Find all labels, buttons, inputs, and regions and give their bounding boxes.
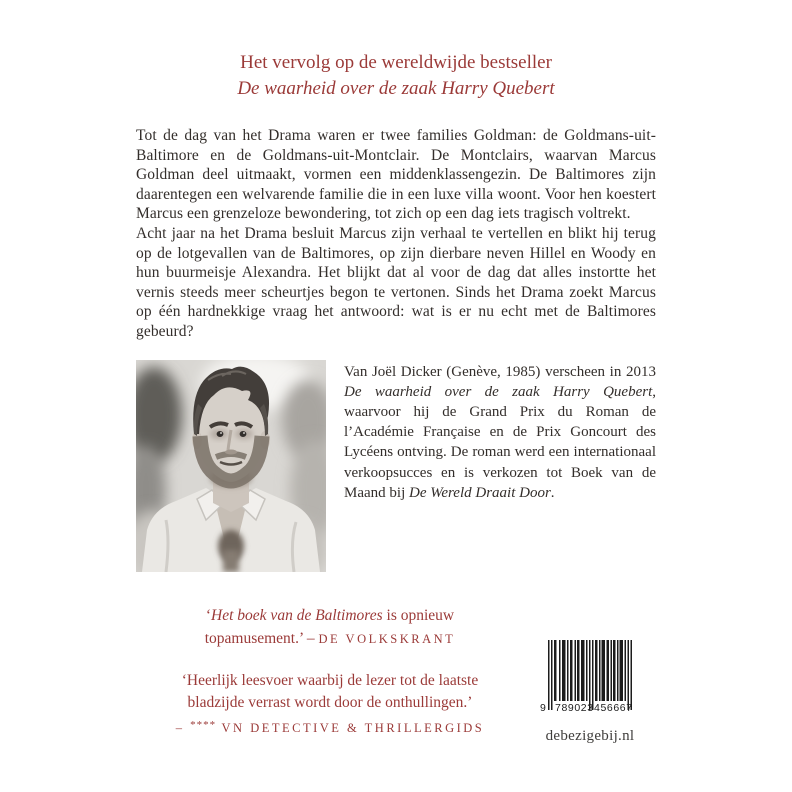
author-portrait-illustration [136,360,326,572]
author-section [136,360,656,572]
publisher-website: debezigebij.nl [545,727,635,744]
star-rating: **** [190,718,217,731]
barcode-image [540,640,640,720]
synopsis-paragraph-2: Acht jaar na het Drama besluit Marcus zijn verhaal te vertellen en blikt hij terug op de lotgevallen van de Baltimores, op zijn dierbare neven Hillel en Woody en hun buurmeisje Alexandra. Het blijkt dat al voor de dag dat alles instortte het vernis steeds meer scheurtjes begon te vertonen. Sinds het Drama zoekt Marcus op één hardnekkige vraag het antwoord: wat is er nu echt met de Baltimores gebeurd? [136,224,656,340]
tagline-block [136,50,656,102]
bio-book-title-1: De waarheid over de zaak Harry Quebert [344,383,653,400]
barcode-digits-group2: 456667 [594,701,633,714]
cover-content [136,0,656,745]
author-bio [344,360,656,503]
bio-text: Van Joël Dicker (Genève, 1985) verscheen in 2013 [344,363,656,380]
review-line: bladzijde verrast wordt door de onthullingen.’ [187,693,473,711]
bio-text-end: . [550,484,555,501]
bio-text-mid: , waarvoor hij de Grand Prix du Roman de l’Académie Française en de Prix Goncourt des Lycéens ontving. De roman werd een internationaal verkoopsucces en is verkozen tot Boek van de Maand bij [344,383,656,501]
review-book-title: Het boek van de Baltimores [211,606,383,624]
author-portrait-photo [136,360,326,572]
review-volkskrant [136,604,524,650]
review-line: topamusement.’ – DE VOLKSKRANT [204,629,456,647]
press-quotes [136,604,524,745]
review-line: ‘Het boek van de Baltimores is opnieuw [205,606,455,624]
tagline: Het vervolg op de wereldwijde bestseller [240,52,552,73]
barcode-block [524,604,656,745]
series-title: De waarheid over de zaak Harry Quebert [237,78,555,99]
barcode-digit-lead: 9 [540,701,546,714]
review-source: DE VOLKSKRANT [318,631,456,646]
synopsis [136,126,656,342]
review-line: ‘Heerlijk leesvoer waarbij de lezer tot de laatste [181,671,479,689]
synopsis-paragraph-1: Tot de dag van het Drama waren er twee families Goldman: de Goldmans-uit-Baltimore en de Goldmans-uit-Montclair. De Montclairs, waarvan Marcus Goldman deel uitmaakt, vormen een middenklassengezin. De Baltimores zijn daarentegen een welvarende familie die in een luxe villa woont. Voor hen koestert Marcus een grenzeloze bewondering, tot zich op een dag iets tragisch voltrekt. [136,127,656,223]
bio-book-title-2: De Wereld Draait Door [409,484,551,501]
bottom-section [136,604,656,745]
review-source: – **** VN DETECTIVE & THRILLERGIDS [175,718,485,735]
barcode-digits-group1: 789023 [555,701,594,714]
review-detectivegids [136,670,524,739]
